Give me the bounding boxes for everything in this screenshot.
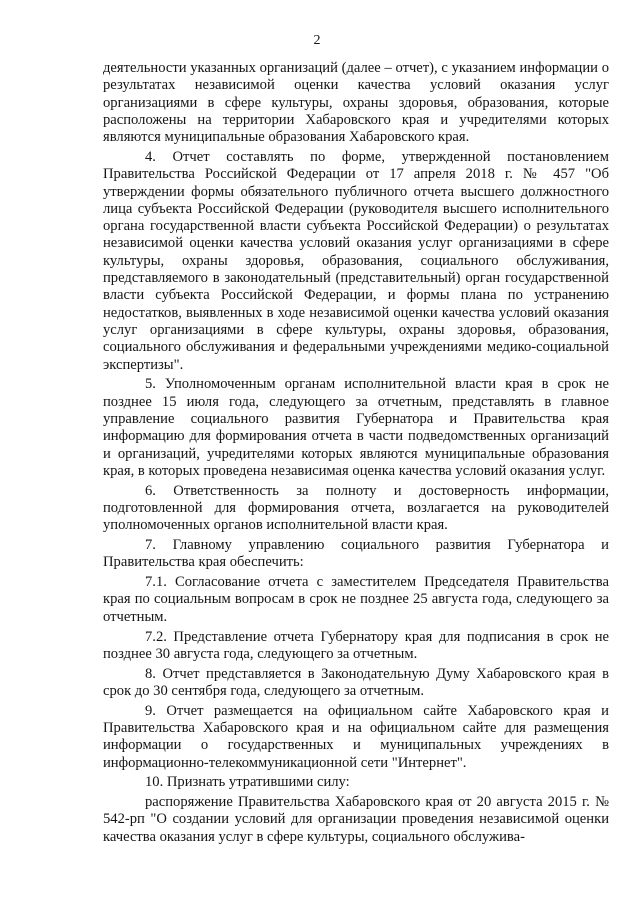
paragraph-item-9: 9. Отчет размещается на официальном сайте Хабаровского края и Правительства Хабаровского края и на официальном сайте для размещения информации о государственных и муниципальных учреждениях в информационно-телекоммуникационной сети "Интернет". <box>103 702 609 771</box>
paragraph-repealed-order: распоряжение Правительства Хабаровского края от 20 августа 2015 г. № 542-рп "О создании условий для организации проведения независимой оценки качества оказания услуг в сфере культуры, социального обслужива- <box>103 794 609 845</box>
paragraph-item-4: 4. Отчет составлять по форме, утвержденной постановлением Правительства Российской Федерации от 17 апреля 2018 г. № 457 "Об утверждении формы обязательного публичного отчета высшего должностного лица субъекта Российской Федерации (руководителя высшего исполнительного органа государственной власти субъекта Российской Федерации) о результатах независимой оценки качества условий оказания услуг организациями в сфере культуры, охраны здоровья, образования, социального обслуживания, представляемого в законодательный (представительный) орган государственной власти субъекта Российской Федерации, и формы плана по устранению недостатков, выявленных в ходе независимой оценки качества условий оказания услуг организациями в сфере культуры, охраны здоровья, образования, социального обслуживания и федеральными учреждениями медико-социальной экспертизы". <box>103 148 609 373</box>
paragraph-continuation: деятельности указанных организаций (далее – отчет), с указанием информации о результатах независимой оценки качества условий оказания услуг организациями в сфере культуры, охраны здоровья, образования, которые расположены на территории Хабаровского края и учредителями которых являются муниципальные образования Хабаровского края. <box>103 60 609 146</box>
paragraph-item-7-1: 7.1. Согласование отчета с заместителем Председателя Правительства края по социальным вопросам в срок не позднее 25 августа года, следующего за отчетным. <box>103 574 609 625</box>
paragraph-item-6: 6. Ответственность за полноту и достоверность информации, подготовленной для формирования отчета, возлагается на руководителей уполномоченных органов исполнительной власти края. <box>103 482 609 534</box>
paragraph-item-10: 10. Признать утратившими силу: <box>145 774 350 791</box>
page-number: 2 <box>313 33 321 48</box>
document-body <box>103 60 609 849</box>
paragraph-item-7: 7. Главному управлению социального развития Губернатора и Правительства края обеспечить: <box>103 537 609 571</box>
paragraph-item-8: 8. Отчет представляется в Законодательную Думу Хабаровского края в срок до 30 сентября года, следующего за отчетным. <box>103 665 609 699</box>
paragraph-item-7-2: 7.2. Представление отчета Губернатору края для подписания в срок не позднее 30 августа года, следующего за отчетным. <box>103 628 609 662</box>
paragraph-item-5: 5. Уполномоченным органам исполнительной власти края в срок не позднее 15 июля года, следующего за отчетным, представлять в главное управление социального развития Губернатора и Правительства края информацию для формирования отчета в части подведомственных организаций и организаций, учредителями которых являются муниципальные образования края, в которых проведена независимая оценка качества условий оказания услуг. <box>103 376 609 479</box>
